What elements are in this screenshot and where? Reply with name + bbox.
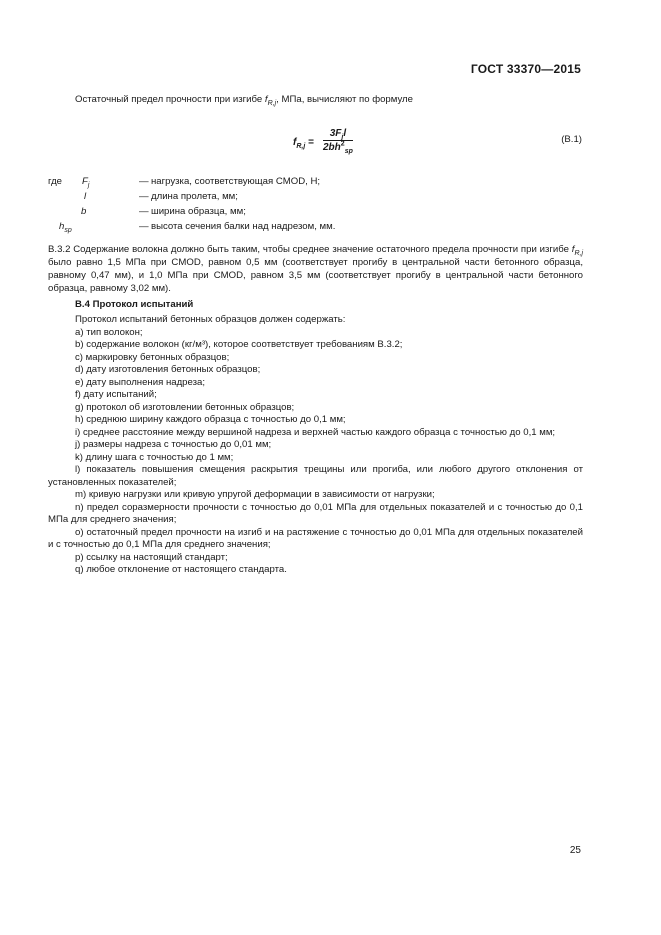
formula-equals: = xyxy=(305,137,314,148)
para-symbol-sub: R,j xyxy=(574,249,583,257)
def-sym-main: F xyxy=(82,176,88,187)
definition-text: нагрузка, соответствующая CMOD, Н; xyxy=(151,176,321,187)
intro-symbol: f xyxy=(264,94,268,105)
list-item: q) любое отклонение от настоящего стандарта. xyxy=(75,564,287,575)
list-item: е) дату выполнения надреза; xyxy=(75,376,206,388)
protocol-lead: Протокол испытаний бетонных образцов должен содержать: xyxy=(75,314,346,325)
definition-dash: — xyxy=(139,206,149,217)
definition-symbol xyxy=(81,206,86,217)
definition-dash: — xyxy=(139,191,149,202)
intro-sentence xyxy=(75,93,585,106)
def-sym-main: h xyxy=(59,221,65,232)
def-sym-main: b xyxy=(81,206,87,217)
def-sym-main: l xyxy=(84,191,87,202)
formula-num-main: 3F xyxy=(329,128,342,139)
formula-lhs-sub: R,j xyxy=(296,143,306,150)
where-label: где xyxy=(48,176,63,187)
section-title: В.4 Протокол испытаний xyxy=(75,299,194,310)
formula-b1 xyxy=(293,128,413,160)
def-sym-sub: j xyxy=(87,181,90,189)
document-code: ГОСТ 33370—2015 xyxy=(470,62,581,76)
list-item: k) длину шага с точностью до 1 мм; xyxy=(75,451,234,463)
paragraph-b3-2 xyxy=(48,243,583,295)
definition-dash: — xyxy=(139,221,149,232)
list-item: m) кривую нагрузки или кривую упругой деформации в зависимости от нагрузки; xyxy=(75,489,435,500)
definition-symbol xyxy=(84,191,86,202)
equation-number: (В.1) xyxy=(561,134,582,145)
definition-row xyxy=(48,221,608,238)
formula-numerator xyxy=(323,128,353,141)
list-item: g) протокол об изготовлении бетонных образцов; xyxy=(75,401,295,413)
formula-den-sup: 2 xyxy=(340,140,345,148)
para-after: было равно 1,5 МПа при CMOD, равном 0,5 мм (соответствует прогибу в центральной части бетонного образца, равному 0,47 мм), и 1,0 МПа при CMOD, равном 3,5 мм (соответствует прогибу в центральной части бетонного образца, равному 3,02 мм). xyxy=(48,257,583,294)
formula-den-sub: sp xyxy=(344,148,353,155)
list-item: о) остаточный предел прочности на изгиб и на растяжение с точностью до 0,01 МПа для отдельных показателей и с точностью до 0,1 МПа для среднего значения; xyxy=(48,526,583,550)
page-number: 25 xyxy=(569,845,581,856)
list-item: с) маркировку бетонных образцов; xyxy=(75,351,230,363)
definition-text: ширина образца, мм; xyxy=(151,206,246,217)
protocol-list xyxy=(48,314,583,577)
list-item: b) содержание волокон (кг/м³), которое соответствует требованиям В.3.2; xyxy=(75,339,403,350)
list-item: а) тип волокон; xyxy=(75,326,143,338)
list-item: d) дату изготовления бетонных образцов; xyxy=(75,364,261,375)
list-item: n) предел соразмерности прочности с точностью до 0,01 МПа для отдельных показателей и с точностью до 0,1 МПа для среднего значения; xyxy=(48,501,583,525)
para-symbol: f xyxy=(571,244,575,255)
formula-fraction xyxy=(323,128,353,153)
formula-num-sub: j xyxy=(341,134,344,141)
def-sym-sub: sp xyxy=(64,226,72,234)
intro-after: , МПа, вычисляют по формуле xyxy=(276,94,413,105)
definition-text: высота сечения балки над надрезом, мм. xyxy=(151,221,336,232)
definition-symbol xyxy=(59,221,72,232)
definition-symbol xyxy=(82,176,89,187)
list-item: j) размеры надреза с точностью до 0,01 мм; xyxy=(75,439,272,450)
list-item: h) среднюю ширину каждого образца с точностью до 0,1 мм; xyxy=(75,414,346,425)
intro-symbol-sub: R,j xyxy=(267,99,277,107)
definition-dash: — xyxy=(139,176,149,187)
formula-den-main: 2bh xyxy=(323,142,341,153)
list-item: р) ссылку на настоящий стандарт; xyxy=(75,551,228,563)
formula-lhs-symbol: f xyxy=(293,137,297,148)
formula-lhs xyxy=(293,137,314,148)
definition-text: длина пролета, мм; xyxy=(151,191,238,202)
list-item: f) дату испытаний; xyxy=(75,389,157,400)
list-item: i) среднее расстояние между вершиной надреза и верхней частью каждого образца с точностью до 0,1 мм; xyxy=(75,426,556,438)
formula-denominator xyxy=(323,141,353,153)
formula-num-tail: l xyxy=(343,128,347,139)
para-before: В.3.2 Содержание волокна должно быть таким, чтобы среднее значение остаточного предела прочности при изгибе xyxy=(48,244,572,255)
list-item: l) показатель повышения смещения раскрытия трещины или прогиба, или любого другого отклонения от установленных показателей; xyxy=(48,464,583,488)
intro-before: Остаточный предел прочности при изгибе xyxy=(75,94,265,105)
